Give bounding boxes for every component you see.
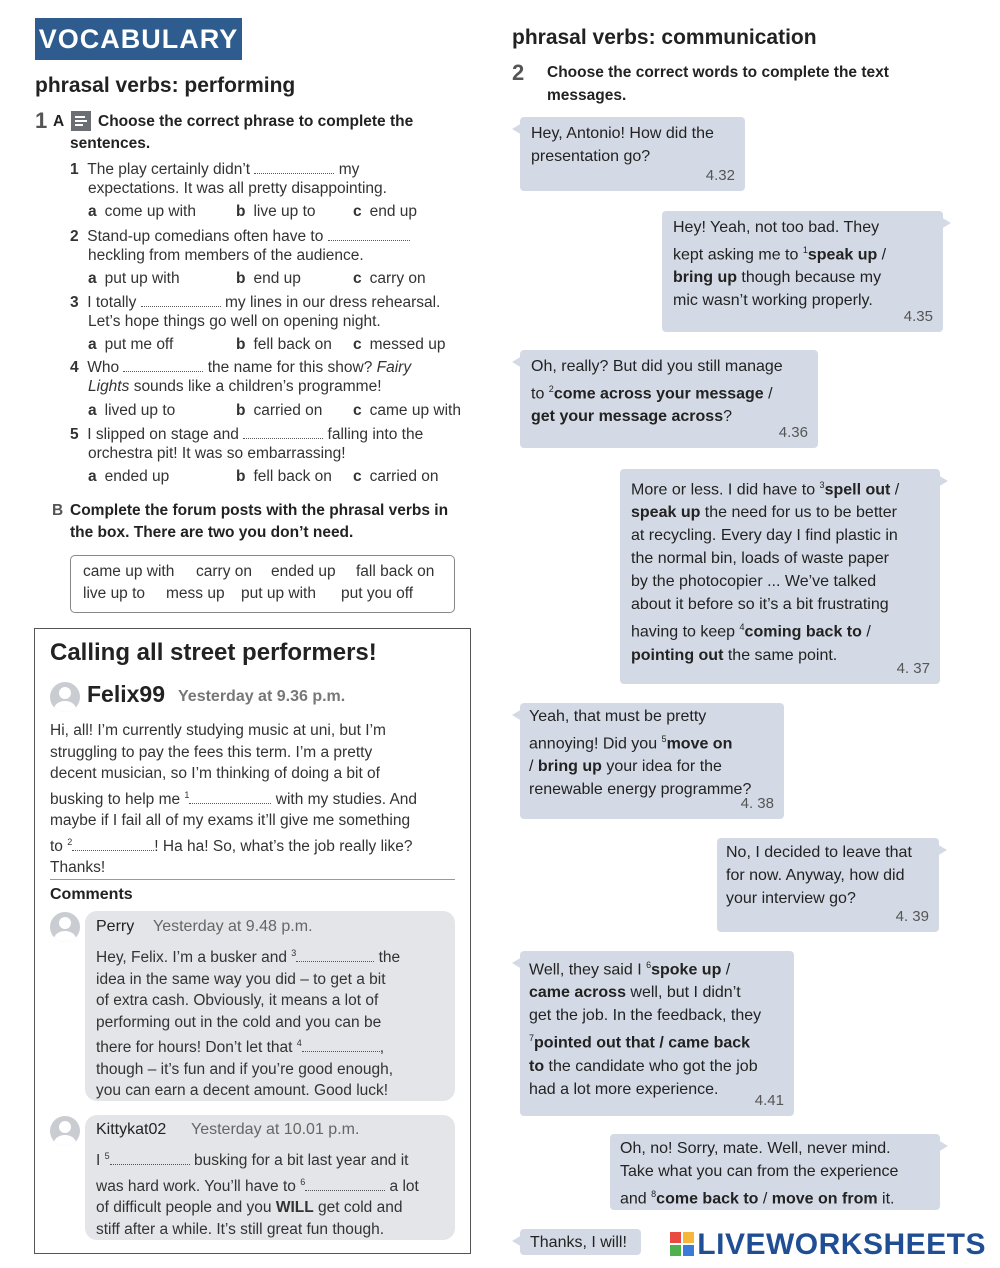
comment-timestamp: Yesterday at 10.01 p.m. <box>191 1121 360 1138</box>
exercise-2-number: 2 <box>512 60 525 85</box>
choice-option[interactable]: coming back to <box>744 623 862 641</box>
option-a[interactable]: a ended up <box>88 468 170 485</box>
exercise-1b-letter: B <box>52 502 64 519</box>
word-item: put up with <box>241 585 316 602</box>
message-bubble-sent: Hey! Yeah, not too bad. They kept asking me to $^1$speak up / bring up though because my mic wasn’t working properly. 4.35 <box>662 211 943 332</box>
comments-label: Comments <box>50 886 133 903</box>
option-a[interactable]: a come up with <box>88 203 196 220</box>
avatar <box>50 682 80 712</box>
answer-blank-6[interactable] <box>305 1178 385 1191</box>
option-a[interactable]: a lived up to <box>88 402 176 419</box>
choice-option[interactable]: move on from <box>771 1190 878 1208</box>
option-c[interactable]: c end up <box>353 203 418 220</box>
choice-option[interactable]: pointed out that / came back <box>534 1034 751 1052</box>
answer-blank-q1[interactable] <box>254 161 334 174</box>
message-time: 4. 37 <box>896 660 930 677</box>
message-time: 4.41 <box>754 1092 784 1109</box>
word-item: mess up <box>166 585 225 602</box>
answer-blank-q4[interactable] <box>123 359 203 372</box>
choice-option[interactable]: pointing out <box>631 646 724 664</box>
message-bubble-received: Oh, really? But did you still manage to $^2$come across your message / get your message across? 4.36 <box>520 350 818 448</box>
option-b[interactable]: b fell back on <box>236 468 332 485</box>
answer-blank-5[interactable] <box>110 1152 190 1165</box>
answer-blank-q2[interactable] <box>328 228 410 241</box>
comment-timestamp: Yesterday at 9.48 p.m. <box>153 918 313 935</box>
option-b[interactable]: b live up to <box>236 203 316 220</box>
option-c[interactable]: c messed up <box>353 336 446 353</box>
option-c[interactable]: c carried on <box>353 468 439 485</box>
word-item: fall back on <box>356 563 435 580</box>
choice-option[interactable]: come back to <box>656 1190 759 1208</box>
post-timestamp: Yesterday at 9.36 p.m. <box>178 688 346 705</box>
choice-option[interactable]: get your message across <box>531 408 724 426</box>
forum-title: Calling all street performers! <box>50 639 377 666</box>
option-c[interactable]: c carry on <box>353 270 426 287</box>
exercise-1a-instruction-line2: sentences. <box>70 135 151 152</box>
comment-username[interactable]: Kittykat02 <box>96 1121 167 1138</box>
choice-option[interactable]: come across your message <box>553 385 764 403</box>
exercise-2-instruction-line1: Choose the correct words to complete the text <box>547 64 889 81</box>
question-4: 4 Who the name for this show? Fairy <box>70 359 412 376</box>
comment-body: I $^5$ busking for a bit last year and it was hard work. You’ll have to $^6$ a lot of difficult people and you WILL get cold and stiff after a while. It’s still great fun though. <box>96 1151 419 1238</box>
right-heading: phrasal verbs: communication <box>512 26 817 49</box>
message-bubble-received: Yeah, that must be pretty annoying! Did you $^5$move on / bring up your idea for the renewable energy programme? 4. 38 <box>520 703 784 819</box>
word-box <box>70 555 455 613</box>
choice-option[interactable]: speak up <box>631 504 701 522</box>
option-c[interactable]: c came up with <box>353 402 461 419</box>
choice-option[interactable]: move on <box>666 735 733 753</box>
answer-blank-1[interactable] <box>189 791 271 804</box>
option-b[interactable]: b end up <box>236 270 301 287</box>
word-item: put you off <box>341 585 414 602</box>
choice-option[interactable]: bring up <box>673 269 737 287</box>
word-item: live up to <box>83 585 146 602</box>
choice-option[interactable]: bring up <box>537 758 602 776</box>
option-b[interactable]: b carried on <box>236 402 323 419</box>
logo-icon <box>669 1231 697 1257</box>
answer-blank-q5[interactable] <box>243 426 323 439</box>
word-item: carry on <box>196 563 252 580</box>
post-body: Hi, all! I’m currently studying music at uni, but I’m struggling to pay the fees this term. I’m a pretty decent musician, so I’m thinking of doing a bit of busking to help me $^1$ with my studies. And maybe if I fail all of my exams it’ll give me something to $^2$ ! Ha ha! So, what’s the job really like? Thanks! <box>50 722 418 877</box>
message-bubble-sent: Oh, no! Sorry, mate. Well, never mind. Take what you can from the experience and $^8$come back to / move on from it. <box>610 1134 940 1210</box>
left-heading: phrasal verbs: performing <box>35 74 296 97</box>
exercise-1b-instruction-line2: the box. There are two you don’t need. <box>70 524 354 541</box>
comment-body: Hey, Felix. I’m a busker and $^3$ the idea in the same way you did – to get a bit of extra cash. Obviously, it means a lot of performing out in the cold and you can be there for hours! Don’t let that $^4$ , though – it’s fun and if you’re good enough, you can earn a decent amount. Good luck! <box>96 948 401 1100</box>
question-4-line2: Lights sounds like a children’s programme! <box>88 378 382 395</box>
message-bubble-sent: No, I decided to leave that for now. Anyway, how did your interview go? 4. 39 <box>717 838 939 932</box>
avatar <box>50 1116 80 1146</box>
listening-icon <box>71 111 91 131</box>
question-2: 2 Stand-up comedians often have to <box>70 227 410 246</box>
option-b[interactable]: b fell back on <box>236 336 332 353</box>
comment-username[interactable]: Perry <box>96 918 135 935</box>
question-3-line2: Let’s hope things go well on opening night. <box>88 313 381 330</box>
section-banner: VOCABULARY <box>35 18 242 60</box>
question-5: 5 I slipped on stage and falling into the <box>70 426 424 443</box>
avatar <box>50 912 80 942</box>
question-3: 3 I totally my lines in our dress rehearsal. <box>70 294 441 311</box>
liveworksheets-logo[interactable]: LIVEWORKSHEETS <box>669 1228 986 1262</box>
exercise-1b-instruction-line1: Complete the forum posts with the phrasal verbs in <box>70 502 449 519</box>
question-1-line2: expectations. It was all pretty disappointing. <box>88 180 387 197</box>
option-a[interactable]: a put me off <box>88 336 174 353</box>
word-item: came up with <box>83 563 175 580</box>
message-bubble-received: Well, they said I $^6$spoke up / came across well, but I didn’t get the job. In the feedback, they $^7$pointed out that / came back to the candidate who got the job had a lot more experience. 4.41 <box>520 951 794 1116</box>
message-time: 4. 38 <box>740 795 774 812</box>
answer-blank-4[interactable] <box>302 1039 380 1052</box>
question-2-line2: heckling from members of the audience. <box>88 247 364 264</box>
message-time: 4. 39 <box>895 908 929 925</box>
choice-option[interactable]: spoke up <box>651 961 722 979</box>
message-bubble-received: Thanks, I will! <box>520 1229 641 1255</box>
exercise-1a-instruction-line1: Choose the correct phrase to complete the <box>98 113 414 130</box>
divider <box>50 879 455 880</box>
option-a[interactable]: a put up with <box>88 270 180 287</box>
answer-blank-q3[interactable] <box>141 294 221 307</box>
choice-option[interactable]: speak up <box>807 246 878 264</box>
question-1: 1 The play certainly didn’t my <box>70 161 360 178</box>
forum-panel <box>34 628 471 1254</box>
message-bubble-sent: More or less. I did have to $^3$spell out / speak up the need for us to be better at recycling. Every day I find plastic in the normal bin, loads of waste paper by the photocopier ... We’ve talked about it before so it’s a bit frustrating having to keep $^4$coming back to / pointing out the same point. 4. 37 <box>620 469 940 684</box>
answer-blank-3[interactable] <box>296 949 374 962</box>
choice-option[interactable]: spell out <box>824 481 891 499</box>
question-5-line2: orchestra pit! It was so embarrassing! <box>88 445 346 462</box>
word-item: ended up <box>271 563 336 580</box>
message-time: 4.36 <box>778 424 808 441</box>
message-time: 4.35 <box>903 308 933 325</box>
message-bubble-received: Hey, Antonio! How did the presentation go? 4.32 <box>520 117 745 191</box>
exercise-1a-letter: A <box>53 113 65 130</box>
choice-option[interactable]: came across <box>529 984 626 1002</box>
answer-blank-2[interactable] <box>72 838 154 851</box>
post-username[interactable]: Felix99 <box>87 681 165 707</box>
exercise-2-instruction-line2: messages. <box>547 87 627 104</box>
exercise-1-number: 1 <box>35 108 48 133</box>
message-time: 4.32 <box>705 167 735 184</box>
